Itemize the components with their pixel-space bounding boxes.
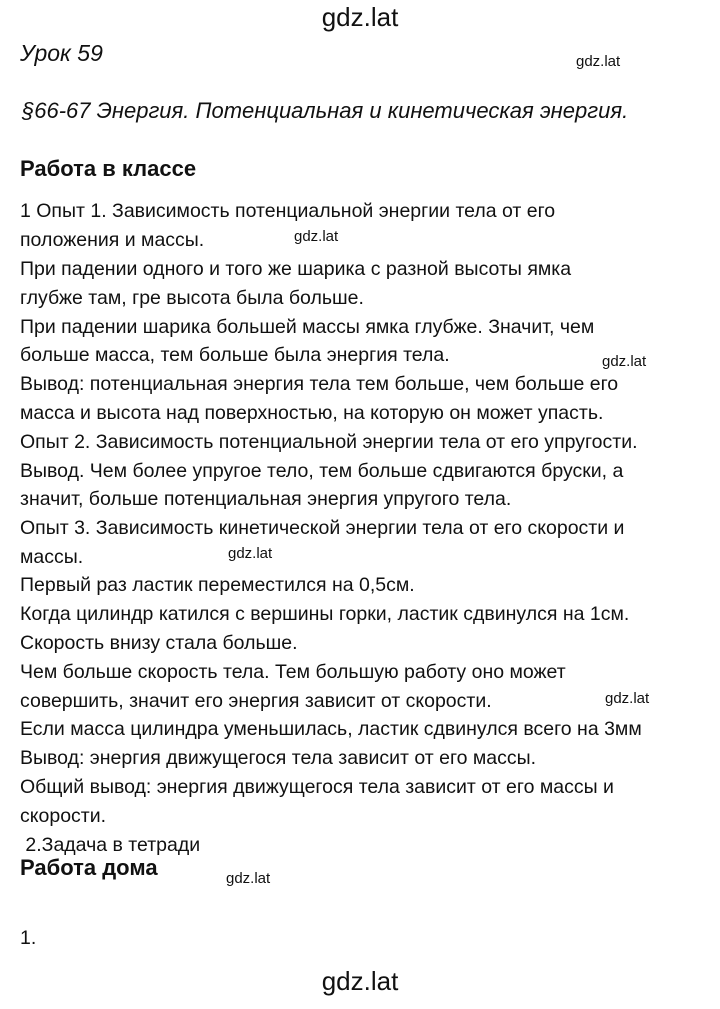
watermark-bottom: gdz.lat: [321, 966, 399, 996]
text-line: положения и массы.: [20, 229, 205, 251]
text-line: 2.Задача в тетради: [20, 834, 201, 856]
text-line: Вывод: энергия движущегося тела зависит от его массы.: [20, 747, 537, 769]
watermark-small: gdz.lat: [602, 353, 647, 370]
text-line: Опыт 3. Зависимость кинетической энергии тела от его скорости и: [20, 517, 625, 539]
section-heading-home: Работа дома: [20, 855, 158, 880]
text-line: Общий вывод: энергия движущегося тела зависит от его массы и: [20, 776, 614, 798]
text-line: Опыт 2. Зависимость потенциальной энергии тела от его упругости.: [20, 431, 638, 453]
watermark-small: gdz.lat: [576, 53, 621, 70]
watermark-small: gdz.lat: [226, 870, 271, 887]
text-line: Когда цилиндр катился с вершины горки, ластик сдвинулся на 1см.: [20, 603, 630, 625]
paragraph-title: §66-67 Энергия. Потенциальная и кинетическая энергия.: [22, 98, 629, 123]
text-line: скорости.: [20, 805, 107, 827]
text-line: Первый раз ластик переместился на 0,5см.: [20, 574, 415, 596]
text-line: 1 Опыт 1. Зависимость потенциальной энергии тела от его: [20, 200, 556, 222]
text-line: Вывод. Чем более упругое тело, тем больше сдвигаются бруски, а: [20, 460, 624, 482]
text-line: При падении одного и того же шарика с разной высоты ямка: [20, 258, 572, 280]
text-line: Скорость внизу стала больше.: [20, 632, 298, 654]
watermark-small: gdz.lat: [605, 690, 650, 707]
lesson-number: Урок 59: [20, 40, 103, 66]
watermark-top: gdz.lat: [321, 2, 399, 32]
watermark-small: gdz.lat: [228, 545, 273, 562]
text-line: Вывод: потенциальная энергия тела тем больше, чем больше его: [20, 373, 619, 395]
text-line: 1.: [20, 927, 37, 949]
section-heading-class: Работа в классе: [20, 156, 197, 181]
text-line: Если масса цилиндра уменьшилась, ластик сдвинулся всего на 3мм: [20, 718, 642, 740]
watermark-small: gdz.lat: [294, 228, 339, 245]
text-line: Чем больше скорость тела. Тем большую работу оно может: [20, 661, 566, 683]
text-line: совершить, значит его энергия зависит от скорости.: [20, 690, 492, 712]
text-line: массы.: [20, 546, 84, 568]
text-line: значит, больше потенциальная энергия упругого тела.: [20, 488, 512, 510]
text-line: глубже там, гре высота была больше.: [20, 287, 364, 309]
text-line: масса и высота над поверхностью, на которую он может упасть.: [20, 402, 604, 424]
text-line: При падении шарика большей массы ямка глубже. Значит, чем: [20, 316, 595, 338]
text-line: больше масса, тем больше была энергия тела.: [20, 344, 450, 366]
